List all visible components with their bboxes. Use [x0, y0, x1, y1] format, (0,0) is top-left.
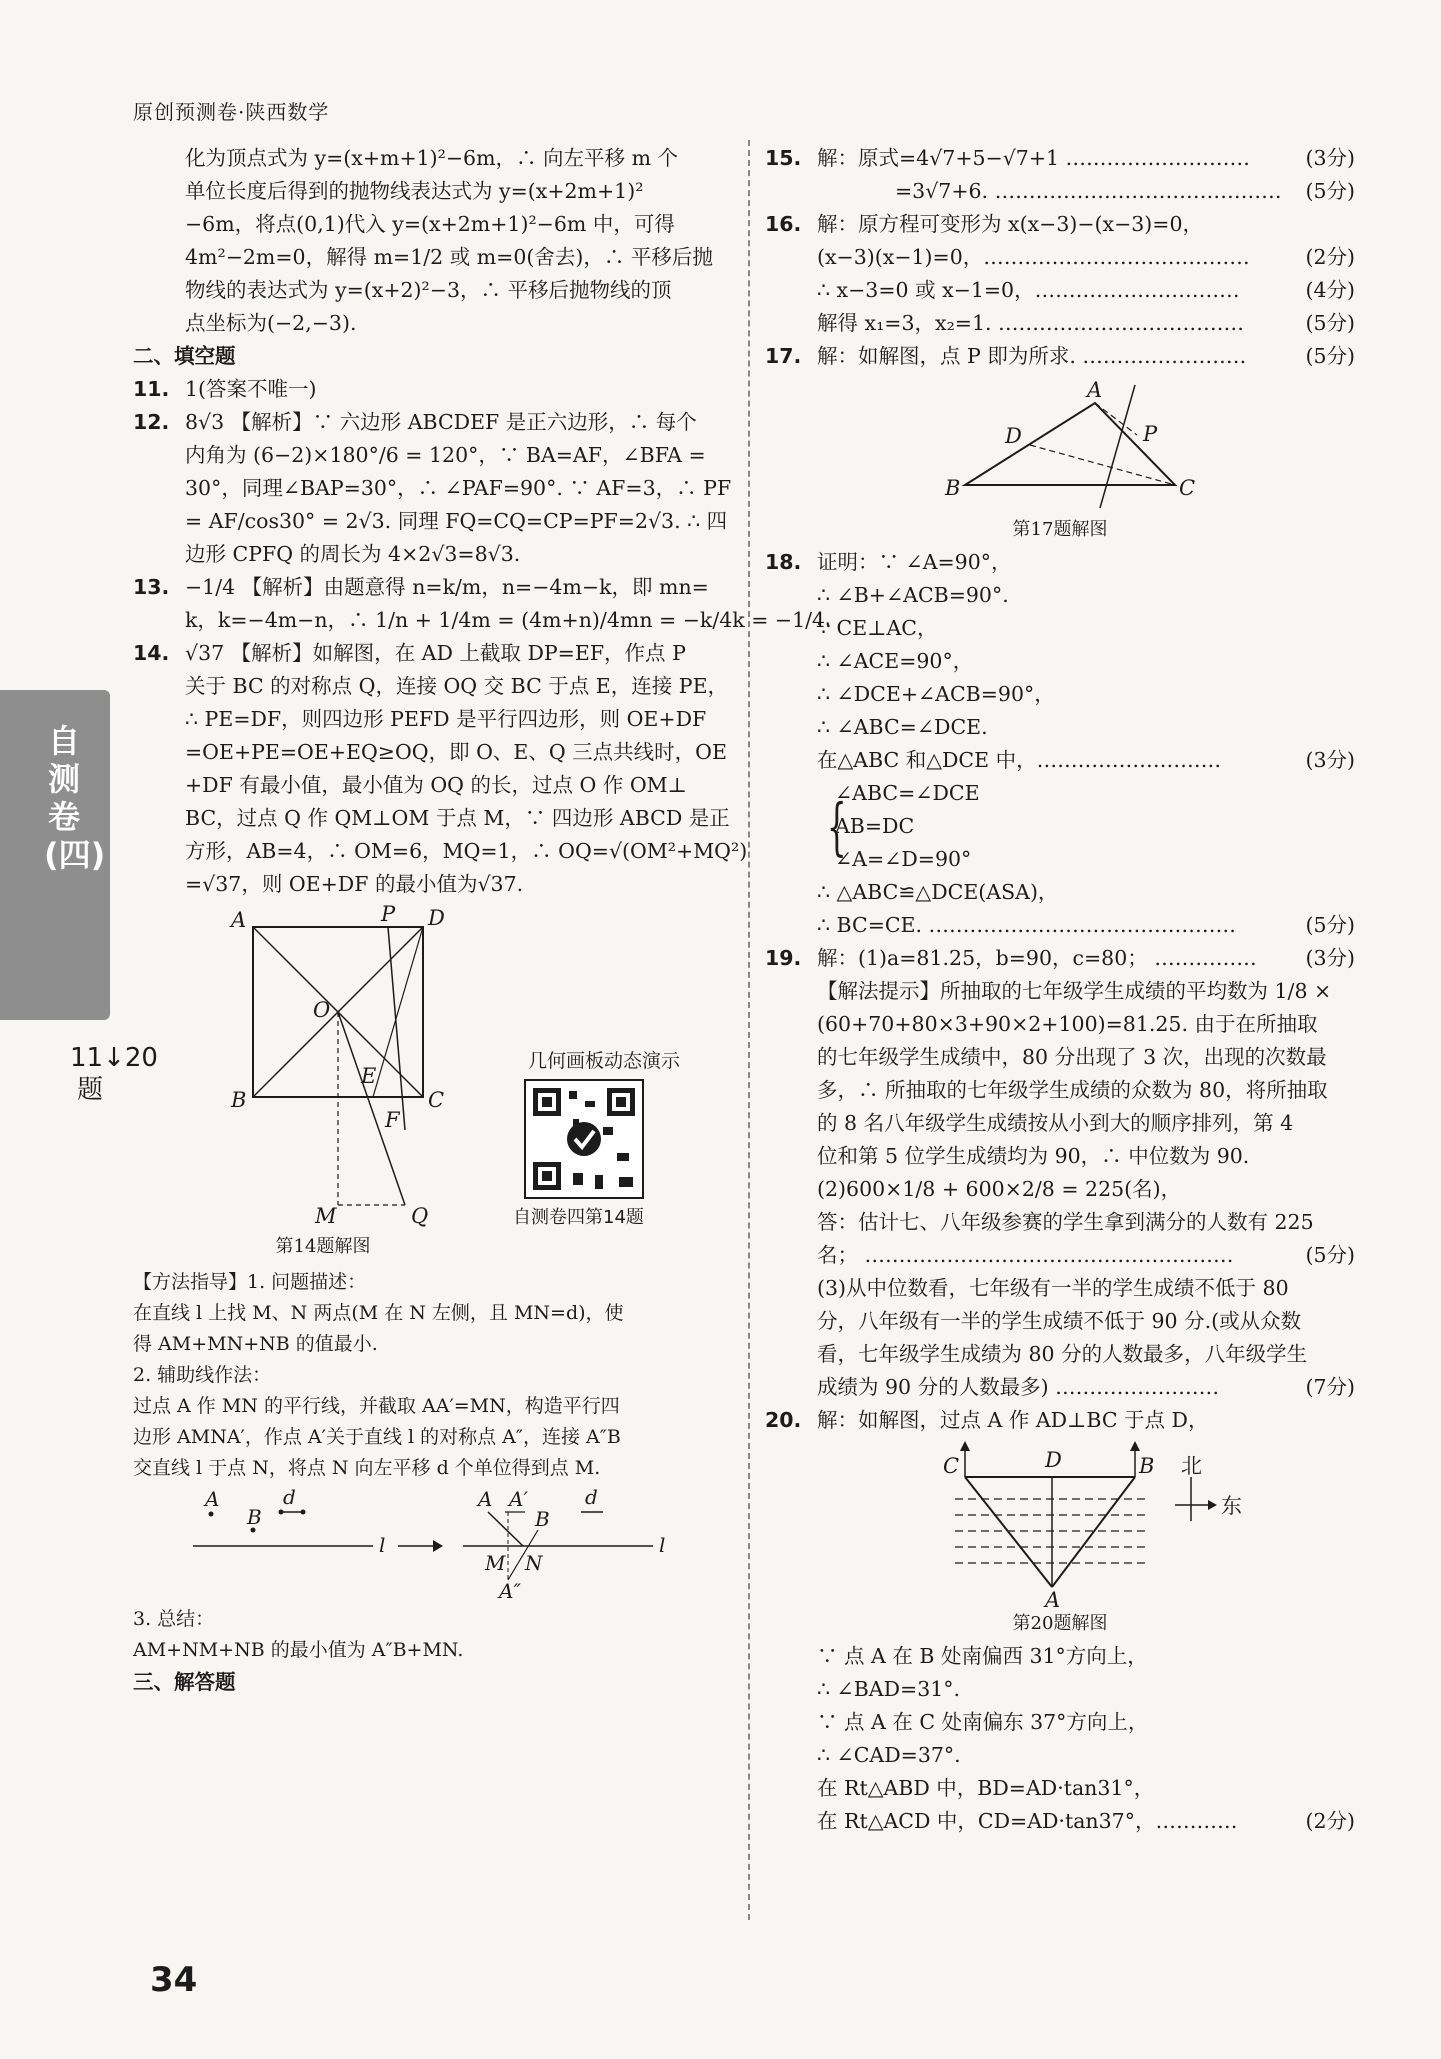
text-line: 答：估计七、八年级参赛的学生拿到满分的人数有 225	[817, 1210, 1314, 1234]
text-line: ∴ ∠ABC=∠DCE.	[817, 715, 988, 739]
question-16	[765, 208, 1355, 340]
question-number: 17.	[765, 344, 802, 368]
method-label: N	[525, 1551, 543, 1575]
intro-block	[133, 142, 733, 340]
method-label: l	[659, 1533, 666, 1557]
question-19	[765, 942, 1355, 1404]
text-line: −6m，将点(0,1)代入 y=(x+2m+1)²−6m 中，可得	[185, 212, 675, 236]
figure-17	[765, 373, 1355, 513]
figure-14-drawing	[133, 902, 733, 1230]
text-line: ∴ ∠CAD=37°.	[817, 1743, 961, 1767]
text-line: 8√3 【解析】∵ 六边形 ABCDEF 是正六边形，∴ 每个	[185, 410, 697, 434]
score: (7分)	[1305, 1375, 1355, 1399]
question-number: 19.	[765, 946, 802, 970]
text-line: 的七年级学生成绩中，80 分出现了 3 次，出现的次数最	[817, 1045, 1327, 1069]
text-line: ∴ x−3=0 或 x−1=0，…………………………	[817, 278, 1240, 302]
score: (2分)	[1305, 245, 1355, 269]
text-line: 在 Rt△ACD 中，CD=AD·tan37°，…………	[817, 1809, 1238, 1833]
text-line: 物线的表达式为 y=(x+2)²−3，∴ 平移后抛物线的顶	[185, 278, 672, 302]
segment-ap	[1095, 403, 1137, 435]
page-header: 原创预测卷·陕西数学	[133, 100, 330, 124]
text-line: 看，七年级学生成绩为 80 分的人数最多，八年级学生	[817, 1342, 1308, 1366]
text-line: 分，八年级有一半的学生成绩不低于 90 分.(或从众数	[817, 1309, 1302, 1333]
text-line: ∴ ∠ACE=90°，	[817, 649, 974, 673]
fig17-label: C	[1179, 476, 1196, 500]
question-20	[765, 1404, 1355, 1838]
fig14-label: A	[231, 908, 247, 932]
text-line: 成绩为 90 分的人数最多) ……………………	[817, 1375, 1220, 1399]
text-line: 单位长度后得到的抛物线表达式为 y=(x+2m+1)²	[185, 179, 644, 203]
text-line: k，k=−4m−n，∴ 1/n + 1/4m = (4m+n)/4mn = −k/4k = −1/4.	[185, 608, 832, 632]
qr-caption: 自测卷四第14题	[513, 1207, 644, 1228]
fig17-label: A	[1087, 378, 1103, 402]
text-line: BC，过点 Q 作 QM⊥OM 于点 M，∵ 四边形 ABCD 是正	[185, 806, 730, 830]
fig20-label: D	[1045, 1448, 1062, 1472]
fig14-label: E	[361, 1064, 377, 1088]
question-17	[765, 340, 1355, 546]
section-heading: 三、解答题	[133, 1670, 236, 1694]
figure-caption: 第14题解图	[275, 1236, 371, 1257]
text-line: =OE+PE=OE+EQ≥OQ，即 O、E、Q 三点共线时，OE	[185, 740, 727, 764]
side-tab-range: 11↓20题	[70, 1043, 158, 1105]
fig14-label: D	[428, 906, 445, 930]
text-line: 4m²−2m=0，解得 m=1/2 或 m=0(舍去)，∴ 平移后抛	[185, 245, 713, 269]
method-label: M	[485, 1551, 506, 1575]
text-line: 解：原式=4√7+5−√7+1 ………………………	[817, 146, 1251, 170]
fig20-label: B	[1139, 1454, 1155, 1478]
method-label: A″	[499, 1579, 521, 1603]
text-line: √37 【解析】如解图，在 AD 上截取 DP=EF，作点 P	[185, 641, 686, 665]
bisector-line	[1100, 385, 1135, 508]
text-line: 边形 AMNA′，作点 A′关于直线 l 的对称点 A″，连接 A″B	[133, 1426, 621, 1448]
question-14	[133, 637, 748, 901]
segment-pq	[388, 927, 405, 1130]
segment-dc	[1030, 445, 1175, 485]
section-heading: 二、填空题	[133, 344, 236, 368]
compass-label: 北	[1181, 1454, 1202, 1478]
text-line: 名； ………………………………………………	[817, 1243, 1234, 1267]
text-line: ∴ ∠BAD=31°.	[817, 1677, 961, 1701]
score: (5分)	[1305, 913, 1355, 937]
brace-system	[765, 777, 1355, 876]
text-line: ∴ BC=CE. ………………………………………	[817, 913, 1237, 937]
text-line: 在直线 l 上找 M、N 两点(M 在 N 左侧，且 MN=d)，使	[133, 1302, 624, 1324]
side-tab-title: 自测卷(四)	[44, 722, 106, 874]
arrow-up-icon	[1130, 1441, 1140, 1451]
text-line: ∴ ∠DCE+∠ACB=90°，	[817, 682, 1055, 706]
score: (5分)	[1305, 344, 1355, 368]
question-12	[133, 406, 733, 571]
text-line: 2. 辅助线作法：	[133, 1364, 272, 1386]
text-line: (60+70+80×3+90×2+100)=81.25. 由于在所抽取	[817, 1012, 1318, 1036]
page-number: 34	[150, 1960, 198, 2000]
text-line: 解：原方程可变形为 x(x−3)−(x−3)=0，	[817, 212, 1204, 236]
text-line: 交直线 l 于点 N，将点 N 向左平移 d 个单位得到点 M.	[133, 1457, 601, 1479]
figure-caption: 第17题解图	[1012, 519, 1108, 540]
fig17-label: P	[1143, 422, 1158, 446]
score: (3分)	[1305, 748, 1355, 772]
text-line: (x−3)(x−1)=0，…………………………………	[817, 245, 1250, 269]
method-label: A′	[509, 1487, 528, 1511]
text-line: =√37，则 OE+DF 的最小值为√37.	[185, 872, 524, 896]
question-number: 11.	[133, 377, 170, 401]
score: (5分)	[1305, 311, 1355, 335]
compass-label: 东	[1221, 1494, 1242, 1518]
fig20-label: A	[1045, 1588, 1061, 1612]
question-number: 15.	[765, 146, 802, 170]
text-line: 【方法指导】1. 问题描述：	[133, 1271, 367, 1293]
segment-ca	[965, 1477, 1052, 1587]
fig14-label: P	[381, 902, 396, 926]
method-label: d	[283, 1485, 296, 1509]
arrow-up-icon	[960, 1441, 970, 1451]
question-18	[765, 546, 1355, 942]
text-line: 方形，AB=4，∴ OM=6，MQ=1，∴ OQ=√(OM²+MQ²)	[185, 839, 748, 863]
text-line: ∵ 点 A 在 B 处南偏西 31°方向上，	[817, 1644, 1148, 1668]
method-label: A	[478, 1487, 493, 1511]
text-line: 过点 A 作 MN 的平行线，并截取 AA′=MN，构造平行四	[133, 1395, 620, 1417]
text-line: (3)从中位数看，七年级有一半的学生成绩不低于 80	[817, 1276, 1289, 1300]
fig14-label: O	[313, 998, 331, 1022]
method-label: A	[205, 1487, 220, 1511]
text-line: 点坐标为(−2,−3).	[185, 311, 357, 335]
text-line: 解：如解图，点 P 即为所求. ……………………	[817, 344, 1247, 368]
question-number: 16.	[765, 212, 802, 236]
text-line: +DF 有最小值，最小值为 OQ 的长，过点 O 作 OM⊥	[185, 773, 687, 797]
text-line: 化为顶点式为 y=(x+m+1)²−6m，∴ 向左平移 m 个	[185, 146, 679, 170]
column-divider	[748, 140, 750, 1920]
fig17-label: B	[945, 476, 961, 500]
fig14-label: M	[315, 1204, 337, 1228]
text-line: 30°，同理∠BAP=30°，∴ ∠PAF=90°. ∵ AF=3，∴ PF	[185, 476, 732, 500]
fig14-label: C	[428, 1088, 445, 1112]
text-line: ∵ 点 A 在 C 处南偏东 37°方向上，	[817, 1710, 1149, 1734]
text-line: 解得 x₁=3，x₂=1. ………………………………	[817, 311, 1245, 335]
fig14-label: Q	[411, 1204, 429, 1228]
score: (2分)	[1305, 1809, 1355, 1833]
text-line: 多，∴ 所抽取的七年级学生成绩的众数为 80，将所抽取	[817, 1078, 1328, 1102]
brace-icon: {	[826, 790, 847, 863]
segment-ba	[1052, 1477, 1135, 1587]
question-number: 14.	[133, 641, 170, 665]
text-line: 的 8 名八年级学生成绩按从小到大的顺序排列，第 4	[817, 1111, 1294, 1135]
brace-line: ∠A=∠D=90°	[835, 847, 972, 871]
text-line: 得 AM+MN+NB 的值最小.	[133, 1333, 378, 1355]
brace-line: ∠ABC=∠DCE	[835, 781, 980, 805]
method-label: l	[379, 1533, 386, 1557]
method-label: B	[247, 1505, 262, 1529]
text-line: 3. 总结：	[133, 1608, 215, 1630]
figure-caption: 第20题解图	[1012, 1613, 1108, 1634]
text-line: 在△ABC 和△DCE 中，………………………	[817, 748, 1222, 772]
method-label: B	[535, 1507, 550, 1531]
arrow-head-icon	[433, 1540, 443, 1552]
text-line: 解：如解图，过点 A 作 AD⊥BC 于点 D，	[817, 1408, 1209, 1432]
score: (4分)	[1305, 278, 1355, 302]
text-line: 位和第 5 位学生成绩均为 90，∴ 中位数为 90.	[817, 1144, 1250, 1168]
text-line: 在 Rt△ABD 中，BD=AD·tan31°，	[817, 1776, 1155, 1800]
fig14-label: F	[385, 1108, 400, 1132]
water-lines	[955, 1499, 1145, 1563]
fig17-label: D	[1005, 424, 1022, 448]
right-column	[765, 142, 1355, 1838]
score: (5分)	[1305, 179, 1355, 203]
text-line: ∵ CE⊥AC，	[817, 616, 938, 640]
text-line: ∴ ∠B+∠ACB=90°.	[817, 583, 1009, 607]
question-number: 18.	[765, 550, 802, 574]
question-number: 20.	[765, 1408, 802, 1432]
method-label: d	[585, 1485, 598, 1509]
text-line: 证明：∵ ∠A=90°，	[817, 550, 1012, 574]
score: (5分)	[1305, 1243, 1355, 1267]
question-number: 13.	[133, 575, 170, 599]
text-line: 1(答案不唯一)	[185, 377, 317, 401]
fig14-label: B	[231, 1088, 247, 1112]
text-line: AM+NM+NB 的最小值为 A″B+MN.	[133, 1639, 464, 1661]
score: (3分)	[1305, 146, 1355, 170]
question-11	[133, 373, 733, 406]
qr-code-icon	[525, 1080, 643, 1198]
question-13	[133, 571, 832, 637]
method-figure	[133, 1484, 733, 1604]
text-line: =3√7+6. ……………………………………	[895, 179, 1282, 203]
text-line: = AF/cos30° = 2√3. 同理 FQ=CQ=CP=PF=2√3. ∴ 四	[185, 509, 728, 533]
text-line: ∴ △ABC≌△DCE(ASA)，	[817, 880, 1059, 904]
figure-20	[765, 1437, 1355, 1612]
text-line: ∴ PE=DF，则四边形 PEFD 是平行四边形，则 OE+DF	[185, 707, 707, 731]
text-line: 解：(1)a=81.25，b=90，c=80； ……………	[817, 946, 1257, 970]
qr-title: 几何画板动态演示	[528, 1050, 681, 1072]
text-line: 内角为 (6−2)×180°/6 = 120°，∵ BA=AF，∠BFA =	[185, 443, 706, 467]
brace-line: AB=DC	[835, 814, 915, 838]
question-15	[765, 142, 1355, 208]
text-line: −1/4 【解析】由题意得 n=k/m，n=−4m−k，即 mn=	[185, 575, 709, 599]
question-number: 12.	[133, 410, 170, 434]
text-line: (2)600×1/8 + 600×2/8 = 225(名)，	[817, 1177, 1182, 1201]
score: (3分)	[1305, 946, 1355, 970]
figure-14	[133, 902, 733, 1263]
text-line: 边形 CPFQ 的周长为 4×2√3=8√3.	[185, 542, 521, 566]
text-line: 【解法提示】所抽取的七年级学生成绩的平均数为 1/8 ×	[817, 979, 1332, 1003]
text-line: 关于 BC 的对称点 Q，连接 OQ 交 BC 于点 E，连接 PE，	[185, 674, 729, 698]
method-guide	[133, 1267, 733, 1666]
fig20-label: C	[943, 1454, 960, 1478]
